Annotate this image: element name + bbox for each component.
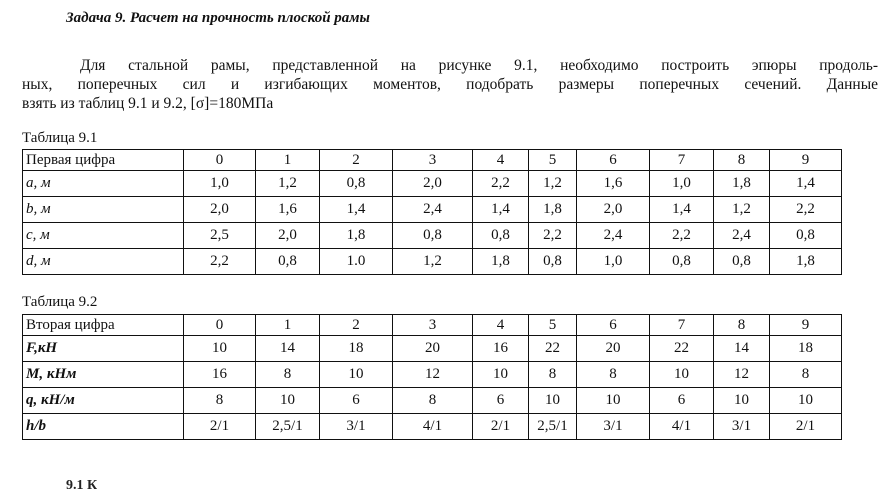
table-cell: 1,2 [714, 197, 770, 223]
table-cell: 8 [393, 388, 473, 414]
table-cell: 16 [473, 336, 529, 362]
table-cell: 2,5 [184, 223, 256, 249]
table-cell: 1,2 [256, 171, 320, 197]
table-cell: 1,4 [473, 197, 529, 223]
table-cell: 2,4 [393, 197, 473, 223]
table1-row-label: d, м [23, 249, 184, 275]
table-cell: 0,8 [393, 223, 473, 249]
table-cell: 20 [577, 336, 650, 362]
table2-col-8: 8 [714, 315, 770, 336]
table-cell: 10 [529, 388, 577, 414]
table1-col-1: 1 [256, 150, 320, 171]
table-cell: 8 [770, 362, 842, 388]
table-cell: 2,4 [577, 223, 650, 249]
table-cell: 0,8 [320, 171, 393, 197]
table-cell: 12 [714, 362, 770, 388]
table2-col-5: 5 [529, 315, 577, 336]
table2-col-4: 4 [473, 315, 529, 336]
table2-caption: Таблица 9.2 [22, 294, 98, 310]
table1-header-row [23, 150, 842, 171]
table-cell: 1,4 [770, 171, 842, 197]
table-cell: 0,8 [714, 249, 770, 275]
table-cell: 1,8 [770, 249, 842, 275]
table-cell: 18 [320, 336, 393, 362]
table1-caption: Таблица 9.1 [22, 130, 98, 146]
table-cell: 10 [577, 388, 650, 414]
table-cell: 1,6 [577, 171, 650, 197]
table-row [23, 197, 842, 223]
table-cell: 16 [184, 362, 256, 388]
table-cell: 2/1 [184, 414, 256, 440]
table-cell: 1,8 [529, 197, 577, 223]
table-cell: 1.0 [320, 249, 393, 275]
table1-row-label: a, м [23, 171, 184, 197]
table1-col-2: 2 [320, 150, 393, 171]
table-row [23, 171, 842, 197]
table-cell: 3/1 [714, 414, 770, 440]
table-cell: 1,8 [473, 249, 529, 275]
table1-col-6: 6 [577, 150, 650, 171]
table-cell: 2,2 [650, 223, 714, 249]
table-cell: 6 [473, 388, 529, 414]
table1-col-0: 0 [184, 150, 256, 171]
table2-col-9: 9 [770, 315, 842, 336]
table2-row-label: M, кНм [23, 362, 184, 388]
table2-header-row [23, 315, 842, 336]
table-cell: 4/1 [650, 414, 714, 440]
table-row [23, 223, 842, 249]
table-cell: 2,2 [184, 249, 256, 275]
table-cell: 14 [714, 336, 770, 362]
table-cell: 2,0 [393, 171, 473, 197]
table1-col-5: 5 [529, 150, 577, 171]
table1-header-label: Первая цифра [23, 150, 184, 171]
table-cell: 10 [770, 388, 842, 414]
table1-row-label: b, м [23, 197, 184, 223]
table-cell: 2/1 [473, 414, 529, 440]
table-cell: 10 [714, 388, 770, 414]
task-heading: Задача 9. Расчет на прочность плоской рамы [66, 10, 370, 26]
table-9-2 [22, 314, 842, 440]
table-cell: 8 [529, 362, 577, 388]
table-cell: 3/1 [320, 414, 393, 440]
table-9-1 [22, 149, 842, 275]
table2-row-label: h/b [23, 414, 184, 440]
table-cell: 1,8 [320, 223, 393, 249]
table1-col-4: 4 [473, 150, 529, 171]
table-cell: 14 [256, 336, 320, 362]
table-cell: 0,8 [650, 249, 714, 275]
table-cell: 8 [184, 388, 256, 414]
task-description [22, 56, 878, 113]
description-line-2: ных, поперечных сил и изгибающих моментов, подобрать размеры поперечных сечений. Данные [22, 76, 878, 93]
table-cell: 2,5/1 [256, 414, 320, 440]
table1-col-9: 9 [770, 150, 842, 171]
table-cell: 12 [393, 362, 473, 388]
table-row [23, 362, 842, 388]
table-row [23, 388, 842, 414]
table-cell: 0,8 [529, 249, 577, 275]
description-line-3: взять из таблиц 9.1 и 9.2, [σ]=180МПа [22, 95, 274, 112]
table-cell: 1,0 [650, 171, 714, 197]
table2-col-7: 7 [650, 315, 714, 336]
table2-col-3: 3 [393, 315, 473, 336]
table-cell: 2/1 [770, 414, 842, 440]
table-cell: 2,2 [529, 223, 577, 249]
table-cell: 18 [770, 336, 842, 362]
table-cell: 1,2 [529, 171, 577, 197]
table-cell: 10 [184, 336, 256, 362]
table1-col-7: 7 [650, 150, 714, 171]
table-cell: 10 [473, 362, 529, 388]
table-cell: 20 [393, 336, 473, 362]
table-cell: 4/1 [393, 414, 473, 440]
table-cell: 6 [320, 388, 393, 414]
table-cell: 2,4 [714, 223, 770, 249]
table-cell: 22 [529, 336, 577, 362]
table-cell: 2,5/1 [529, 414, 577, 440]
table-cell: 2,0 [184, 197, 256, 223]
table-row [23, 249, 842, 275]
table-cell: 1,0 [577, 249, 650, 275]
next-section-fragment: 9.1 К [66, 478, 98, 489]
description-line-1: Для стальной рамы, представленной на рисунке 9.1, необходимо построить эпюры продоль- [80, 57, 878, 74]
table-cell: 6 [650, 388, 714, 414]
table-cell: 3/1 [577, 414, 650, 440]
table2-row-label: F,кН [23, 336, 184, 362]
table2-header-label: Вторая цифра [23, 315, 184, 336]
table2-col-6: 6 [577, 315, 650, 336]
table-cell: 1,0 [184, 171, 256, 197]
table1-col-3: 3 [393, 150, 473, 171]
table1-col-8: 8 [714, 150, 770, 171]
table-cell: 0,8 [256, 249, 320, 275]
table-cell: 0,8 [473, 223, 529, 249]
table-cell: 1,8 [714, 171, 770, 197]
table-cell: 2,0 [256, 223, 320, 249]
table-cell: 10 [256, 388, 320, 414]
table1-row-label: c, м [23, 223, 184, 249]
table-cell: 10 [320, 362, 393, 388]
table-cell: 1,6 [256, 197, 320, 223]
table-cell: 0,8 [770, 223, 842, 249]
table-row [23, 414, 842, 440]
table2-col-1: 1 [256, 315, 320, 336]
table-cell: 22 [650, 336, 714, 362]
table-cell: 2,0 [577, 197, 650, 223]
table-cell: 10 [650, 362, 714, 388]
table-cell: 1,2 [393, 249, 473, 275]
table2-col-2: 2 [320, 315, 393, 336]
table-cell: 8 [256, 362, 320, 388]
table-cell: 1,4 [320, 197, 393, 223]
table2-row-label: q, кН/м [23, 388, 184, 414]
table-cell: 8 [577, 362, 650, 388]
table-cell: 1,4 [650, 197, 714, 223]
table-cell: 2,2 [473, 171, 529, 197]
table-row [23, 336, 842, 362]
table2-col-0: 0 [184, 315, 256, 336]
table-cell: 2,2 [770, 197, 842, 223]
